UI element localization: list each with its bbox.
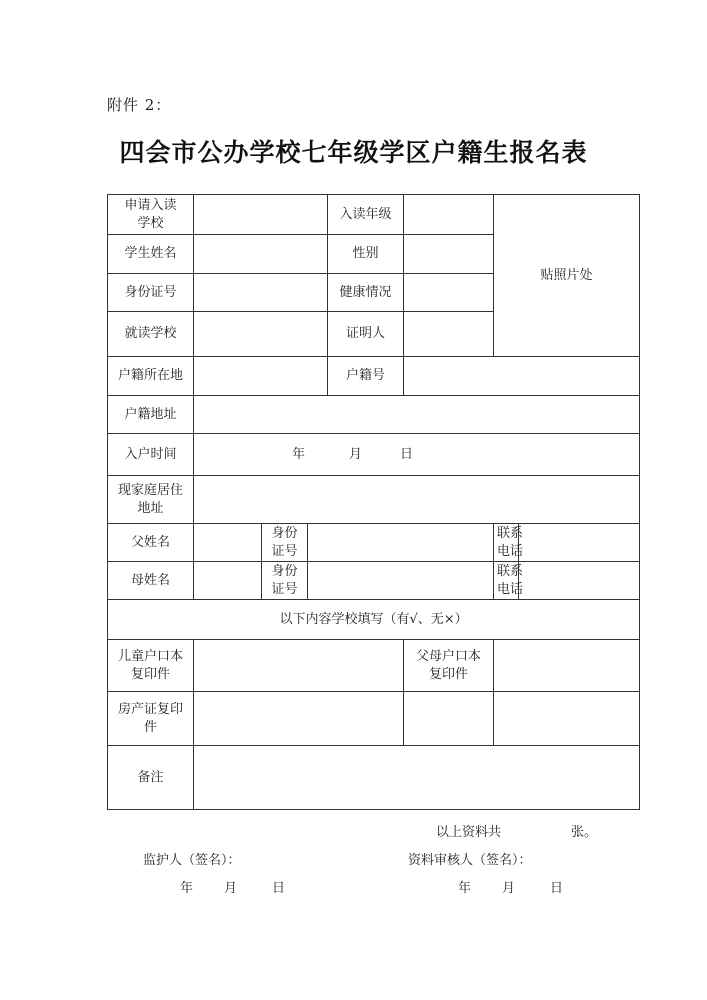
father-id-field[interactable]	[308, 524, 494, 562]
parent-hukou-copy-label: 父母户口本复印件	[404, 640, 494, 692]
home-address-label: 现家庭居住地址	[108, 476, 194, 524]
property-copy-field[interactable]	[194, 692, 404, 746]
mother-name-label: 母姓名	[108, 562, 194, 600]
father-phone-label: 联系电话	[494, 524, 519, 562]
remarks-field[interactable]	[194, 746, 640, 810]
hukou-location-label: 户籍所在地	[108, 357, 194, 396]
total-count-suffix: 张。	[571, 825, 598, 840]
apply-school-label: 申请入读学校	[108, 195, 194, 235]
student-name-label: 学生姓名	[108, 235, 194, 274]
property-copy-extra-field-2[interactable]	[494, 692, 640, 746]
grade-label: 入读年级	[328, 195, 404, 235]
witness-label: 证明人	[328, 312, 404, 357]
father-phone-field[interactable]	[519, 524, 640, 562]
home-address-field[interactable]	[194, 476, 640, 524]
hukou-location-field[interactable]	[194, 357, 328, 396]
mother-name-field[interactable]	[194, 562, 262, 600]
father-name-label: 父姓名	[108, 524, 194, 562]
id-number-label: 身份证号	[108, 274, 194, 312]
witness-field[interactable]	[404, 312, 494, 357]
parent-hukou-copy-field[interactable]	[494, 640, 640, 692]
form-title: 四会市公办学校七年级学区户籍生报名表	[119, 138, 588, 167]
attachment-label: 附件 2：	[107, 96, 172, 114]
year-label: 年	[292, 446, 306, 462]
day-label: 日	[400, 446, 414, 462]
id-number-field[interactable]	[194, 274, 328, 312]
move-in-date-field[interactable]	[194, 434, 640, 476]
hukou-number-label: 户籍号	[328, 357, 404, 396]
reviewer-day-label: 日	[550, 881, 564, 896]
father-name-field[interactable]	[194, 524, 262, 562]
current-school-field[interactable]	[194, 312, 328, 357]
child-hukou-copy-label: 儿童户口本复印件	[108, 640, 194, 692]
hukou-address-label: 户籍地址	[108, 396, 194, 434]
remarks-label: 备注	[108, 746, 194, 810]
photo-area: 贴照片处	[494, 195, 640, 357]
mother-phone-field[interactable]	[519, 562, 640, 600]
month-label: 月	[349, 446, 363, 462]
school-section-header: 以下内容学校填写（有√、无×）	[108, 600, 640, 640]
apply-school-field[interactable]	[194, 195, 328, 235]
property-copy-extra-field[interactable]	[404, 692, 494, 746]
move-in-time-label: 入户时间	[108, 434, 194, 476]
guardian-day-label: 日	[272, 881, 286, 896]
health-field[interactable]	[404, 274, 494, 312]
reviewer-signature-label: 资料审核人（签名）：	[408, 853, 532, 868]
grade-field[interactable]	[404, 195, 494, 235]
guardian-signature-label: 监护人（签名）：	[143, 853, 241, 868]
gender-label: 性别	[328, 235, 404, 274]
child-hukou-copy-field[interactable]	[194, 640, 404, 692]
hukou-address-field[interactable]	[194, 396, 640, 434]
father-id-label: 身份证号	[262, 524, 308, 562]
health-label: 健康情况	[328, 274, 404, 312]
mother-id-label: 身份证号	[262, 562, 308, 600]
reviewer-month-label: 月	[502, 881, 516, 896]
mother-id-field[interactable]	[308, 562, 494, 600]
current-school-label: 就读学校	[108, 312, 194, 357]
student-name-field[interactable]	[194, 235, 328, 274]
total-count-prefix: 以上资料共	[436, 825, 502, 840]
reviewer-year-label: 年	[458, 881, 472, 896]
property-copy-label: 房产证复印件	[108, 692, 194, 746]
guardian-month-label: 月	[224, 881, 238, 896]
registration-form-table	[107, 194, 640, 810]
mother-phone-label: 联系电话	[494, 562, 519, 600]
gender-field[interactable]	[404, 235, 494, 274]
guardian-year-label: 年	[180, 881, 194, 896]
hukou-number-field[interactable]	[404, 357, 640, 396]
